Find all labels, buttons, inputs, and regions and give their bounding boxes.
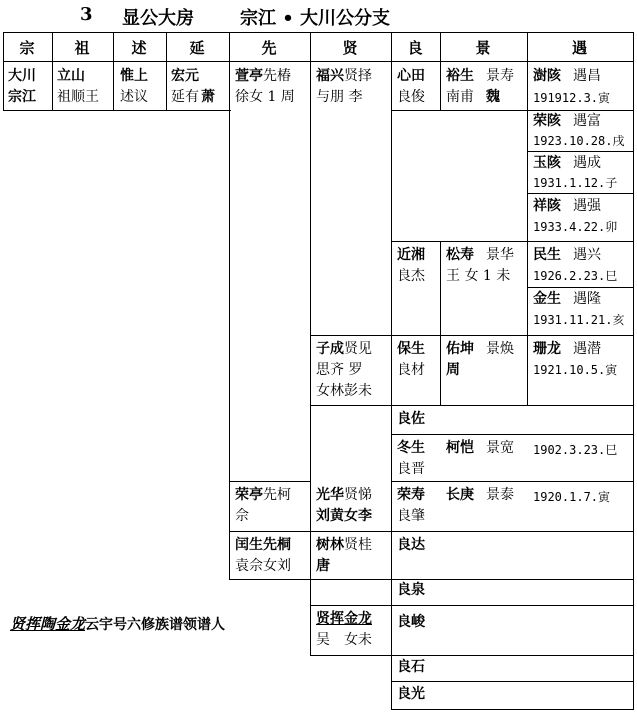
yu-8-d: 1920.1.7.寅 bbox=[533, 490, 611, 504]
yu-4-a: 遇兴 bbox=[573, 247, 601, 263]
xianren-1-b: 思齐 罗 bbox=[316, 362, 363, 378]
yu-3-name: 祥陔 bbox=[533, 198, 561, 214]
yu-6-a: 遇潜 bbox=[573, 341, 601, 357]
yu-4-name: 民生 bbox=[533, 247, 561, 263]
xianren-1-a: 贤见 bbox=[344, 341, 372, 357]
leader-note bbox=[10, 614, 225, 636]
jing-0-b: 南甫 bbox=[446, 89, 474, 105]
xian-1-name: 荣亭 bbox=[235, 487, 263, 503]
xianren-0-name: 福兴 bbox=[316, 68, 344, 84]
yu-5-name: 金生 bbox=[533, 291, 561, 307]
xian-0-b: 徐女 1 周 bbox=[235, 89, 295, 105]
yu-1-d: 1923.10.28.戌 bbox=[533, 134, 625, 148]
jing-0-a: 景寿 bbox=[486, 68, 514, 84]
yu-5-a: 遇隆 bbox=[573, 291, 601, 307]
jing-2-a: 景焕 bbox=[486, 341, 514, 357]
liang-4-name: 冬生 bbox=[397, 440, 425, 456]
jing-1-a: 景华 bbox=[486, 247, 514, 263]
liang-6-name: 良达 bbox=[397, 537, 425, 553]
gen4-name: 宏元 bbox=[171, 68, 199, 84]
liang-2-name: 保生 bbox=[397, 341, 425, 357]
yu-7-d: 1902.3.23.巳 bbox=[533, 443, 618, 457]
leader-note-text: 云宇号六修族谱领谱人 bbox=[85, 617, 226, 633]
jing-1-name: 松寿 bbox=[446, 247, 474, 263]
jing-4-name: 长庚 bbox=[446, 487, 474, 503]
jing-1-b: 王 女 1 未 bbox=[446, 268, 511, 284]
xianren-3-a: 贤桂 bbox=[344, 537, 372, 553]
gen1-name: 大川 bbox=[8, 68, 36, 84]
yu-0-d: 191912.3.寅 bbox=[533, 91, 611, 105]
header-xian: 先 bbox=[229, 32, 311, 62]
xianren-2-b: 刘黄女李 bbox=[316, 508, 372, 524]
xian-1-b: 佘 bbox=[235, 508, 249, 524]
gen2-name: 立山 bbox=[57, 68, 85, 84]
jing-2-name: 佑坤 bbox=[446, 341, 474, 357]
title-branch: 宗江 • 大川公分支 bbox=[240, 8, 391, 29]
header-shu: 述 bbox=[113, 32, 167, 62]
xianren-0-a: 贤择 bbox=[344, 68, 372, 84]
xianren-3-b: 唐 bbox=[316, 558, 330, 574]
jing-4-a: 景泰 bbox=[486, 487, 514, 503]
jing-2-b: 周 bbox=[446, 362, 460, 378]
gen4-sub: 延有 bbox=[171, 89, 199, 105]
xian-1-a: 先柯 bbox=[263, 487, 291, 503]
header-jing: 景 bbox=[440, 32, 528, 62]
header-xian2: 贤 bbox=[310, 32, 392, 62]
gen3-sub: 述议 bbox=[120, 89, 148, 105]
xianren-2-a: 贤悌 bbox=[344, 487, 372, 503]
yu-0-name: 澍陔 bbox=[533, 68, 561, 84]
gen3-name: 惟上 bbox=[120, 68, 148, 84]
jing-3-a: 景宽 bbox=[486, 440, 514, 456]
header-liang: 良 bbox=[391, 32, 441, 62]
jing-0-name: 裕生 bbox=[446, 68, 474, 84]
yu-3-a: 遇强 bbox=[573, 198, 601, 214]
liang-4-a: 良晋 bbox=[397, 461, 425, 477]
gen2-sub: 祖顺王 bbox=[57, 89, 99, 105]
yu-0-a: 遇昌 bbox=[573, 68, 601, 84]
yu-1-a: 遇富 bbox=[573, 113, 601, 129]
gen1-sub: 宗江 bbox=[8, 89, 36, 105]
header-zu: 祖 bbox=[52, 32, 114, 62]
liang-5-a: 良肇 bbox=[397, 508, 425, 524]
xianren-2-name: 光华 bbox=[316, 487, 344, 503]
header-yu: 遇 bbox=[527, 32, 634, 62]
yu-2-a: 遇成 bbox=[573, 155, 601, 171]
xianren-4-b: 吴 女未 bbox=[316, 632, 372, 648]
xian-2-b: 袁佘女刘 bbox=[235, 558, 291, 574]
liang-9-name: 良石 bbox=[397, 659, 425, 675]
header-zong: 宗 bbox=[3, 32, 53, 62]
xian-2-a: 先桐 bbox=[263, 537, 291, 553]
liang-0-name: 心田 bbox=[397, 68, 425, 84]
jing-3-name: 柯恺 bbox=[446, 440, 474, 456]
yu-5-d: 1931.11.21.亥 bbox=[533, 313, 625, 327]
xianren-4-name: 贤挥金龙 bbox=[316, 611, 372, 627]
gen4-spouse: 萧 bbox=[201, 89, 215, 105]
yu-4-d: 1926.2.23.巳 bbox=[533, 269, 618, 283]
title-number: 3 bbox=[80, 4, 93, 25]
xianren-1-name: 子成 bbox=[316, 341, 344, 357]
liang-3-name: 良佐 bbox=[397, 411, 425, 427]
header-yan: 延 bbox=[166, 32, 230, 62]
xianren-0-b: 与朋 李 bbox=[316, 89, 363, 105]
yu-1-name: 荣陔 bbox=[533, 113, 561, 129]
yu-6-d: 1921.10.5.寅 bbox=[533, 363, 618, 377]
title-house: 显公大房 bbox=[122, 8, 194, 29]
yu-2-d: 1931.1.12.子 bbox=[533, 176, 618, 190]
liang-1-a: 良杰 bbox=[397, 268, 425, 284]
yu-2-name: 玉陔 bbox=[533, 155, 561, 171]
liang-8-name: 良峻 bbox=[397, 614, 425, 630]
page-title bbox=[0, 4, 637, 28]
yu-6-name: 珊龙 bbox=[533, 341, 561, 357]
liang-10-name: 良光 bbox=[397, 686, 425, 702]
liang-7-name: 良泉 bbox=[397, 582, 425, 598]
liang-0-a: 良俊 bbox=[397, 89, 425, 105]
yu-3-d: 1933.4.22.卯 bbox=[533, 220, 618, 234]
liang-2-a: 良材 bbox=[397, 362, 425, 378]
liang-5-name: 荣寿 bbox=[397, 487, 425, 503]
xianren-3-name: 树林 bbox=[316, 537, 344, 553]
xian-2-name: 闰生 bbox=[235, 537, 263, 553]
liang-1-name: 近湘 bbox=[397, 247, 425, 263]
leader-name: 贤挥陶金龙 bbox=[10, 615, 86, 633]
xianren-1-c: 女林彭未 bbox=[316, 383, 372, 399]
jing-0-c: 魏 bbox=[486, 89, 500, 105]
xian-0-name: 萱亭 bbox=[235, 68, 263, 84]
xian-0-a: 先椿 bbox=[263, 68, 291, 84]
